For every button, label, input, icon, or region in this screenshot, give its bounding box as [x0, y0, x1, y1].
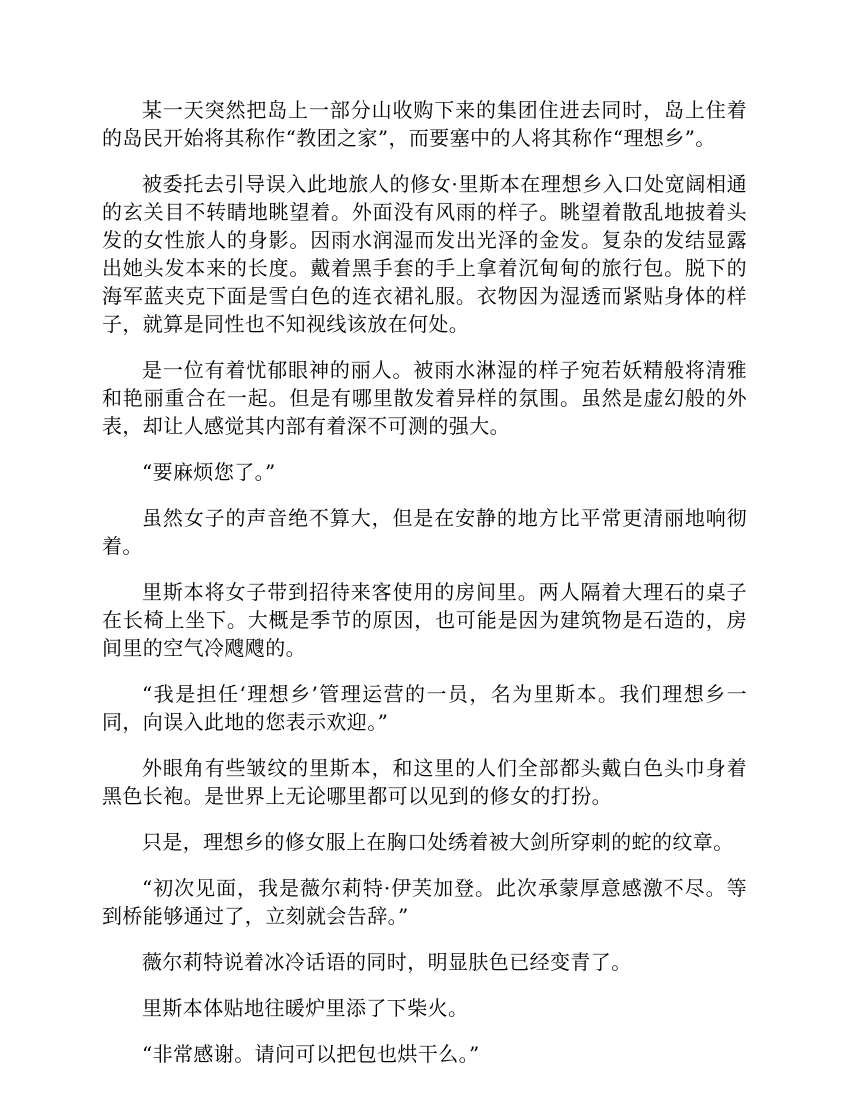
paragraph: 是一位有着忧郁眼神的丽人。被雨水淋湿的样子宛若妖精般将清雅和艳丽重合在一起。但是有哪里散发着异样的氛围。虽然是虚幻般的外表，却让人感觉其内部有着深不可测的强大。: [102, 358, 747, 438]
document-page: [102, 96, 747, 1086]
paragraph: 只是，理想乡的修女服上在胸口处绣着被大剑所穿刺的蛇的纹章。: [142, 830, 734, 854]
paragraph: “初次见面，我是薇尔莉特·伊芙加登。此次承蒙厚意感激不尽。等到桥能够通过了，立刻就会告辞。”: [102, 876, 747, 928]
paragraph: 里斯本体贴地往暖炉里添了下柴火。: [142, 996, 469, 1020]
paragraph: “非常感谢。请问可以把包也烘干么。”: [142, 1042, 480, 1066]
paragraph: 某一天突然把岛上一部分山收购下来的集团住进去同时，岛上住着的岛民开始将其称作“教团之家”，而要塞中的人将其称作“理想乡”。: [102, 98, 747, 150]
paragraph: 外眼角有些皱纹的里斯本，和这里的人们全部都头戴白色头巾身着黑色长袍。是世界上无论哪里都可以见到的修女的打扮。: [102, 756, 747, 808]
paragraph: 被委托去引导误入此地旅人的修女·里斯本在理想乡入口处宽阔相通的玄关目不转睛地眺望着。外面没有风雨的样子。眺望着散乱地披着头发的女性旅人的身影。因雨水润湿而发出光泽的金发。复杂的发结显露出她头发本来的长度。戴着黑手套的手上拿着沉甸甸的旅行包。脱下的海军蓝夹克下面是雪白色的连衣裙礼服。衣物因为湿透而紧贴身体的样子，就算是同性也不知视线该放在何处。: [102, 172, 747, 336]
paragraph: “要麻烦您了。”: [142, 460, 276, 484]
paragraph: 虽然女子的声音绝不算大，但是在安静的地方比平常更清丽地响彻着。: [102, 506, 747, 558]
paragraph: 里斯本将女子带到招待来客使用的房间里。两人隔着大理石的桌子在长椅上坐下。大概是季节的原因，也可能是因为建筑物是石造的，房间里的空气冷飕飕的。: [102, 580, 747, 660]
paragraph: 薇尔莉特说着冰冷话语的同时，明显肤色已经变青了。: [142, 950, 632, 974]
paragraph: “我是担任‘理想乡’管理运营的一员，名为里斯本。我们理想乡一同，向误入此地的您表示欢迎。”: [102, 682, 747, 734]
